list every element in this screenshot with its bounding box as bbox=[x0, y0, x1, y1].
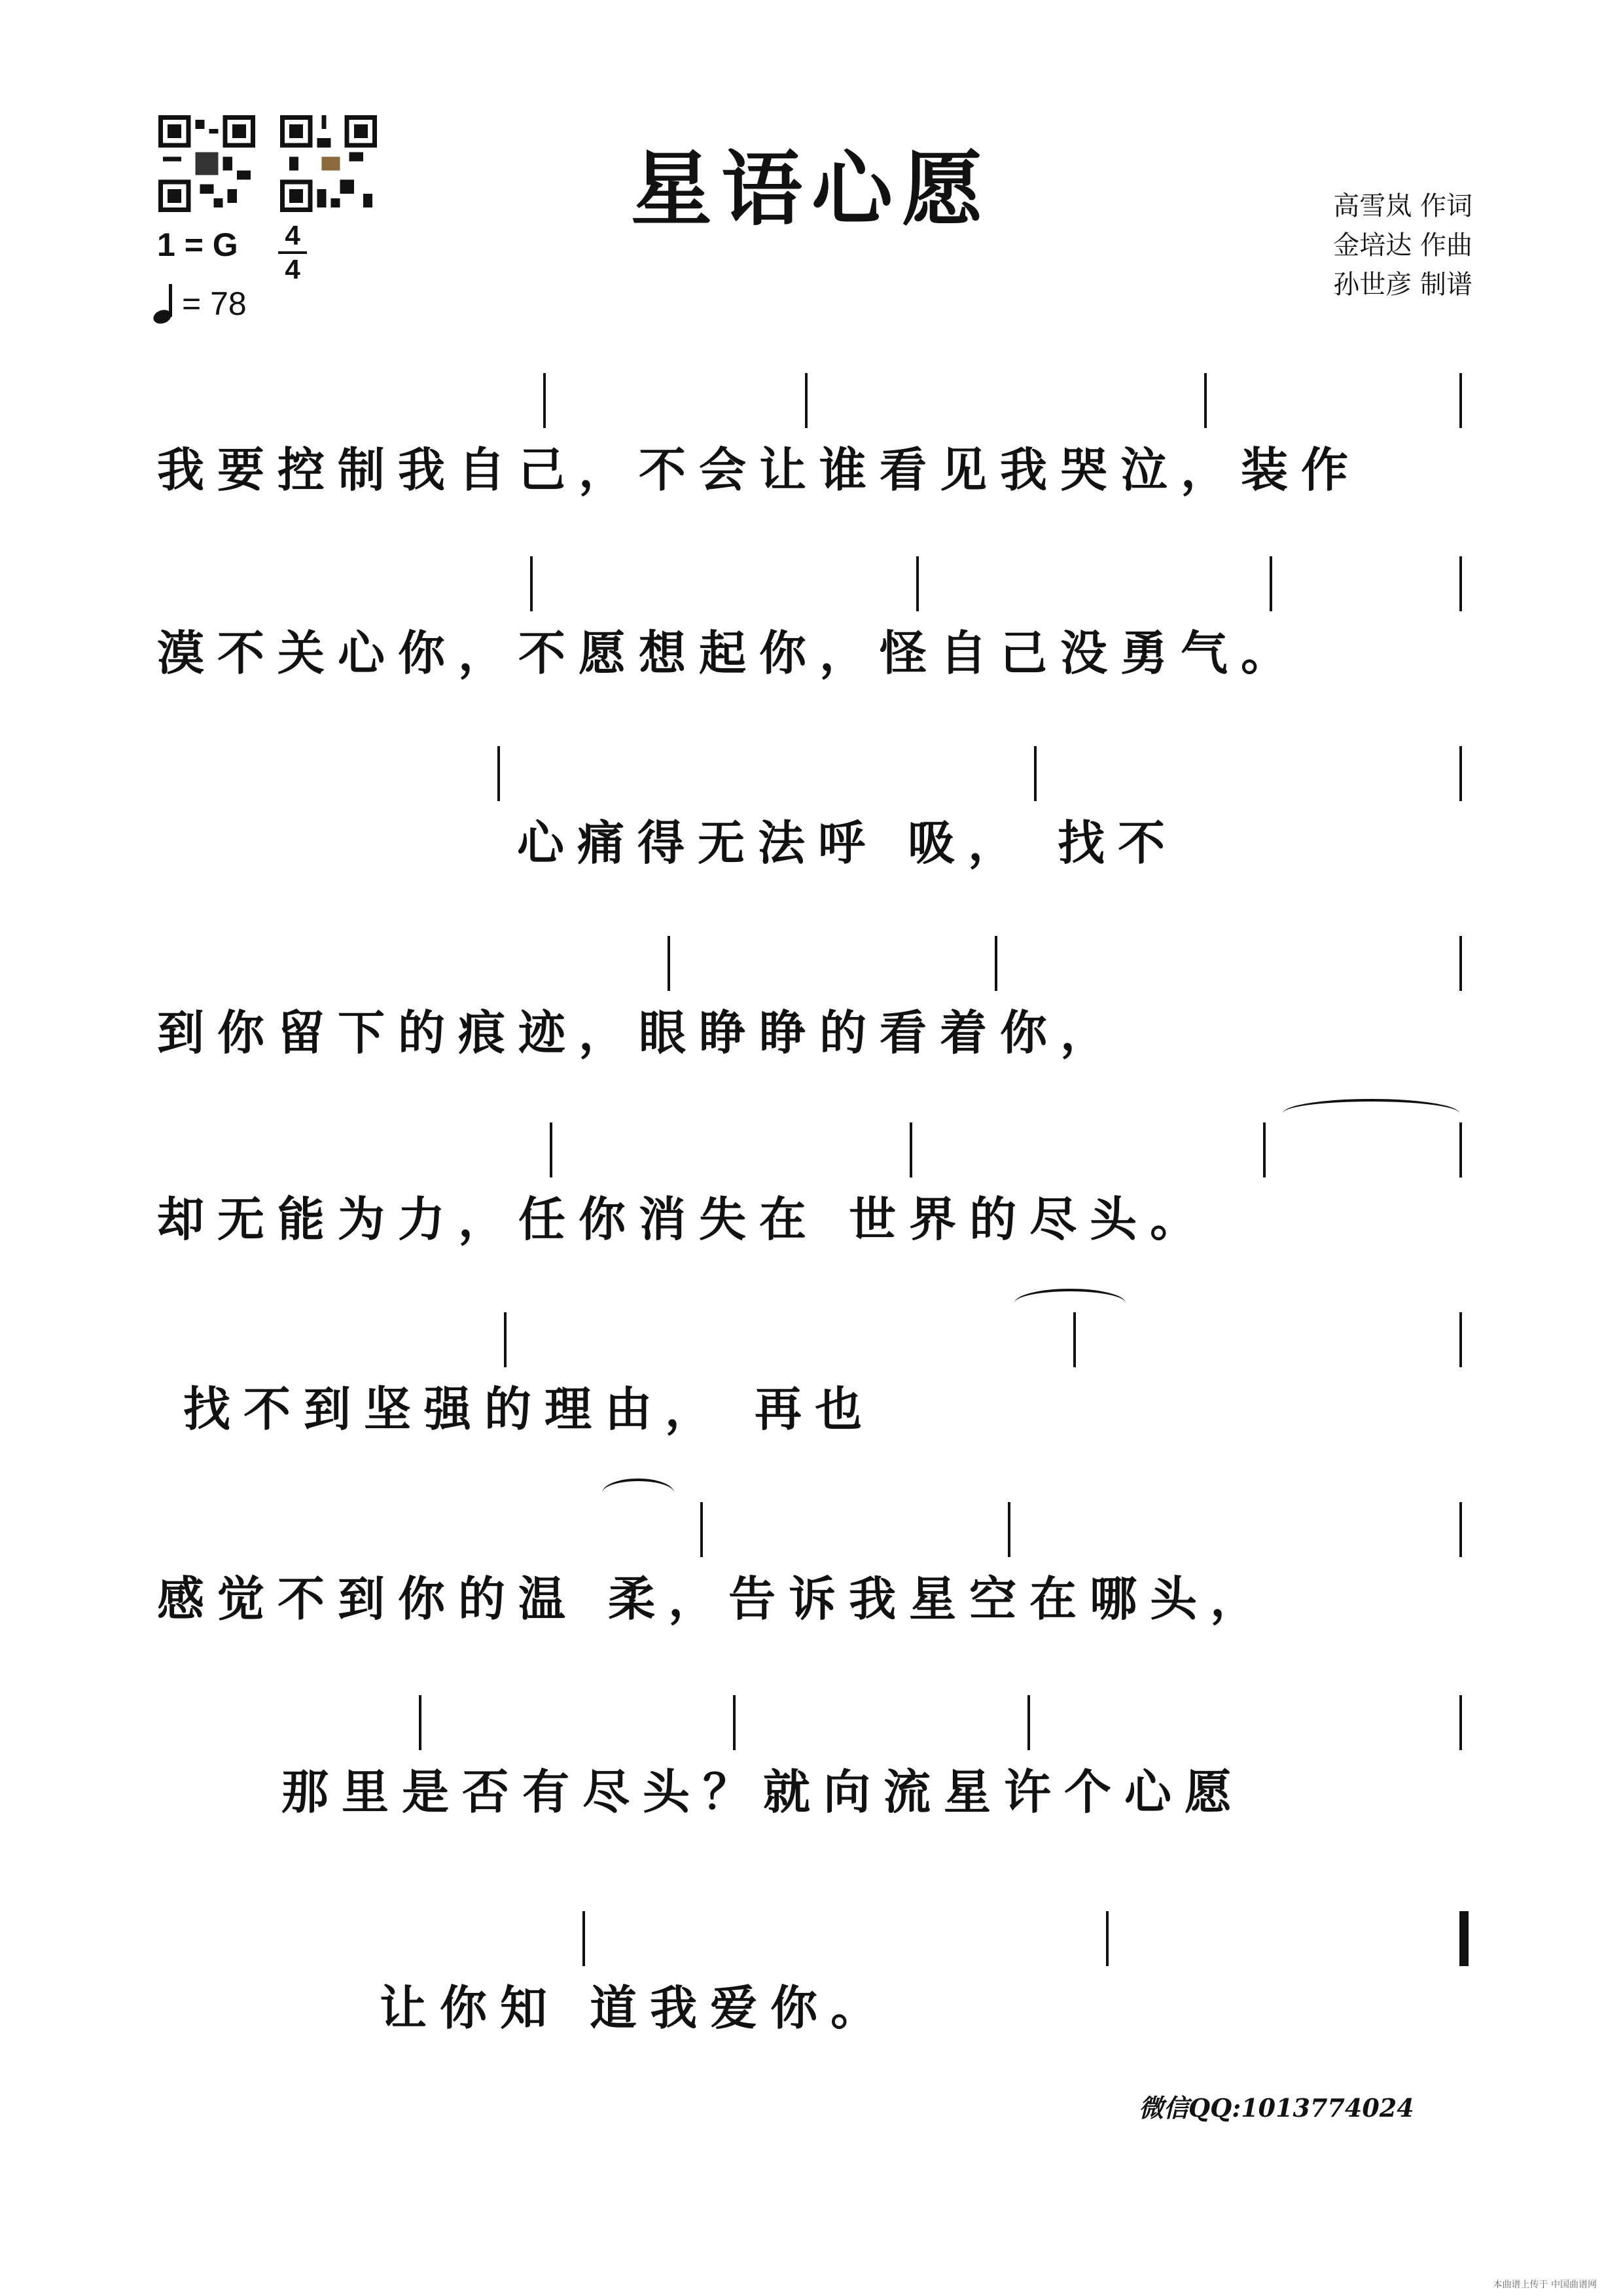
composer-credit: 金培达 作曲 bbox=[1333, 230, 1472, 260]
contact-footer: 微信QQ:1013774024 bbox=[1139, 2093, 1414, 2123]
key-signature: 1 = G bbox=[157, 226, 238, 263]
lyric-line-6: 找不到坚强的理由， 再也 bbox=[183, 1381, 876, 1437]
arranger-credit: 孙世彦 制谱 bbox=[1333, 270, 1472, 300]
tempo-marking bbox=[152, 283, 247, 325]
quarter-note-icon bbox=[152, 283, 178, 325]
lyric-line-8: 那里是否有尽头？就向流星许个心愿 bbox=[281, 1764, 1245, 1820]
site-watermark: 本曲谱上传于 中国曲谱网 bbox=[1493, 2280, 1597, 2290]
lyric-line-9: 让你知 道我爱你。 bbox=[380, 1980, 891, 2036]
tempo-value: = 78 bbox=[182, 285, 247, 322]
song-title: 星语心愿 bbox=[630, 142, 992, 237]
lyric-line-2: 漠不关心你，不愿想起你，怪自己没勇气。 bbox=[157, 625, 1302, 681]
lyric-line-7: 感觉不到你的温 柔，告诉我星空在哪头， bbox=[157, 1571, 1271, 1626]
credits bbox=[1333, 187, 1472, 304]
time-signature-bottom: 4 bbox=[285, 254, 300, 285]
lyric-line-5: 却无能为力，任你消失在 世界的尽头。 bbox=[157, 1191, 1211, 1247]
lyric-line-1: 我要控制我自己，不会让谁看见我哭泣，装作 bbox=[157, 442, 1362, 497]
lyric-line-4: 到你留下的痕迹，眼睁睁的看着你， bbox=[157, 1005, 1121, 1060]
lyricist-credit: 高雪岚 作词 bbox=[1333, 191, 1472, 221]
lyric-line-3: 心痛得无法呼 吸， 找不 bbox=[517, 815, 1179, 870]
time-signature-top: 4 bbox=[285, 220, 300, 251]
time-signature bbox=[278, 221, 307, 284]
